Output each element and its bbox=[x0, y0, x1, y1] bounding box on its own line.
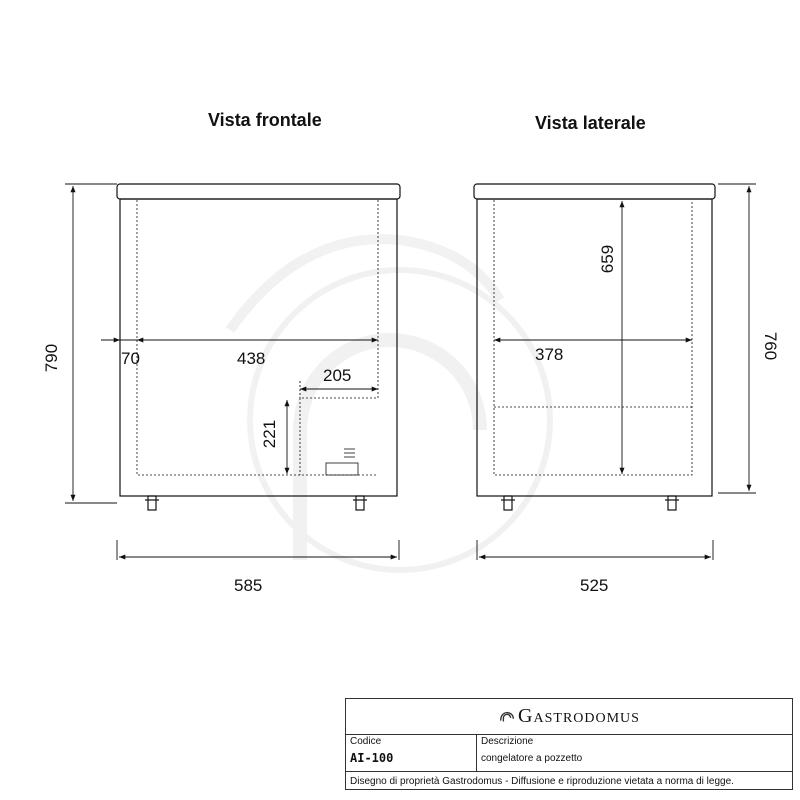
side-body bbox=[477, 199, 712, 496]
codice-label: Codice bbox=[350, 736, 382, 747]
watermark-logo-icon bbox=[230, 239, 550, 570]
front-vent-lines bbox=[344, 449, 355, 457]
codice-cell bbox=[346, 734, 477, 772]
front-step-width-label: 205 bbox=[323, 366, 352, 385]
descrizione-value: congelatore a pozzetto bbox=[481, 753, 583, 764]
side-inner-height-label: 659 bbox=[598, 244, 618, 274]
title-block bbox=[345, 698, 793, 790]
brand-header bbox=[346, 699, 792, 735]
side-wheel-left bbox=[501, 496, 515, 510]
front-wheel-left bbox=[145, 496, 159, 510]
front-lid bbox=[117, 184, 400, 199]
side-dimensions bbox=[477, 184, 756, 560]
front-left-offset-label: 70 bbox=[121, 349, 140, 368]
copyright-footer: Disegno di proprietà Gastrodomus - Diffusione e riproduzione vietata a norma di legge. bbox=[350, 776, 734, 787]
front-wheel-right bbox=[353, 496, 367, 510]
codice-value: AI-100 bbox=[350, 751, 394, 765]
side-wheel-right bbox=[665, 496, 679, 510]
side-view bbox=[474, 184, 715, 510]
descrizione-label: Descrizione bbox=[481, 736, 534, 747]
front-inner-width-label: 438 bbox=[237, 349, 266, 368]
side-lid bbox=[474, 184, 715, 199]
gastrodomus-logo-icon bbox=[498, 708, 516, 726]
side-width-label: 525 bbox=[580, 576, 609, 595]
brand-name: Gastrodomus bbox=[518, 705, 640, 727]
front-height-label: 790 bbox=[42, 343, 62, 373]
front-view-title: Vista frontale bbox=[208, 110, 322, 130]
descrizione-cell bbox=[477, 734, 792, 772]
front-width-label: 585 bbox=[234, 576, 263, 595]
front-step-height-label: 221 bbox=[260, 419, 280, 449]
side-inner-width-label: 378 bbox=[535, 345, 564, 364]
side-view-title: Vista laterale bbox=[535, 113, 646, 133]
side-height-label: 760 bbox=[761, 331, 781, 361]
front-control-panel bbox=[326, 463, 358, 475]
